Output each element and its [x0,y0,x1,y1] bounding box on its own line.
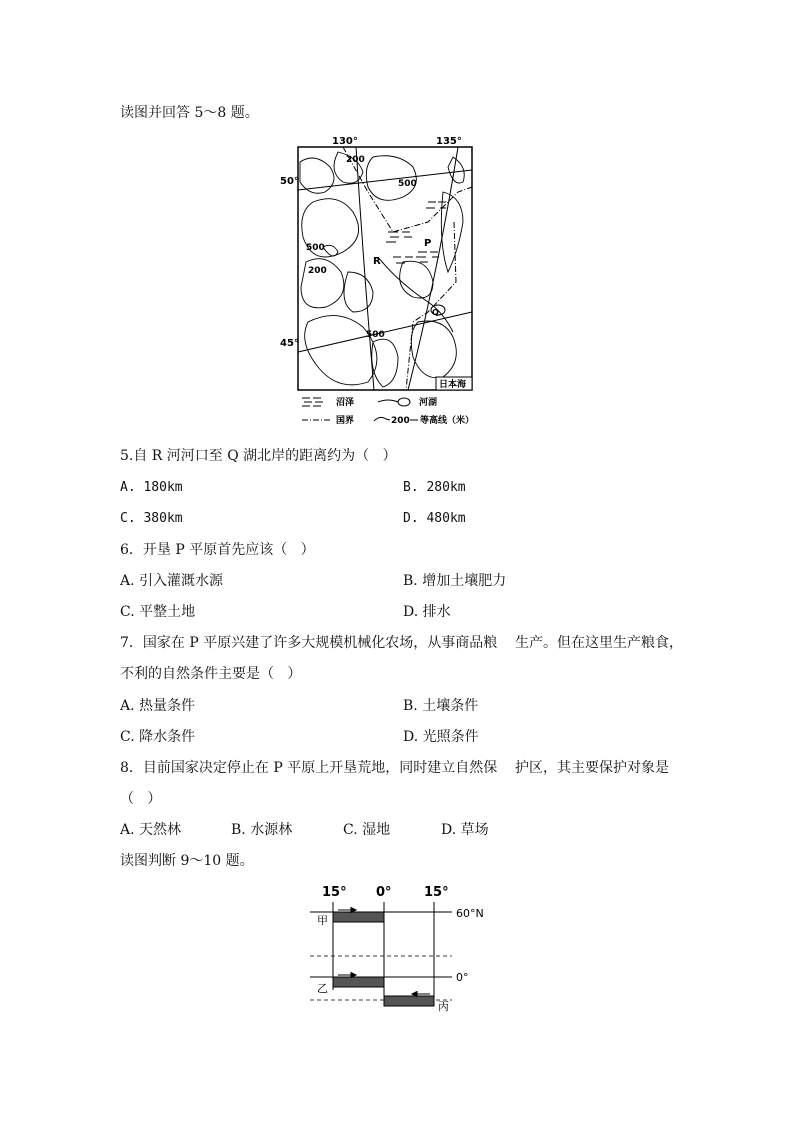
question-6-stem: 6．开垦 P 平原首先应该（ ） [120,542,315,558]
contour-label: 500 [366,330,385,340]
point-label-bing: 丙 [438,1000,449,1013]
lat-label-50: 50° [280,176,299,187]
lat-label-45: 45° [280,338,299,349]
northeast-plain-map [278,132,498,430]
legend-contour-label: 等高线（米） [420,416,475,426]
legend-border-label: 国界 [336,416,355,426]
legend-lake-label: 河湖 [419,398,438,408]
contour-label: 200 [308,266,327,276]
intro-text-1: 读图并回答 5～8 题。 [120,105,259,121]
legend-contour-value: 200 [391,416,410,426]
question-5-stem: 5.自 R 河河口至 Q 湖北岸的距离约为（ ） [120,448,397,464]
river-r-label: R [373,256,381,267]
contour-label: 200 [346,155,365,165]
point-label-yi: 乙 [317,982,328,995]
bar-bing [384,996,434,1006]
q8-option-c[interactable]: C. 湿地 [343,822,391,838]
q6-option-a[interactable]: A. 引入灌溉水源 [120,573,224,589]
question-7-stem-line1: 7．国家在 P 平原兴建了许多大规模机械化农场，从事商品粮 生产。但在这里生产粮食， [120,635,684,651]
lon-label-135: 135° [436,136,462,147]
latlon-diagram [300,880,500,1015]
question-8-stem-line2: （ ） [120,791,162,807]
map-legend [302,396,474,426]
lat-label-60n: 60°N [456,907,484,920]
q6-option-d[interactable]: D. 排水 [403,604,451,620]
legend-contour-symbol [374,417,390,421]
q6-option-c[interactable]: C. 平整土地 [120,604,196,620]
lake-q-label: Q [432,308,439,317]
lon-label-130: 130° [332,136,358,147]
bar-yi [333,977,384,987]
q5-option-d[interactable]: D. 480km [403,511,466,526]
q7-option-d[interactable]: D. 光照条件 [403,729,479,745]
q6-option-b[interactable]: B. 增加土壤肥力 [403,573,507,589]
q5-option-c[interactable]: C. 380km [120,511,183,526]
intro-text-2: 读图判断 9～10 题。 [120,853,254,869]
bar-jia [333,912,384,922]
legend-lake-symbol [378,398,410,406]
plain-p-label: P [424,238,432,249]
q7-option-b[interactable]: B. 土壤条件 [403,698,479,714]
question-8-stem-line1: 8．目前国家决定停止在 P 平原上开垦荒地，同时建立自然保 护区，其主要保护对象是 [120,760,670,776]
question-7-stem-line2: 不利的自然条件主要是（ ） [120,666,302,682]
q8-option-d[interactable]: D. 草场 [441,822,489,838]
lon-label-0: 0° [376,885,392,900]
lat-label-0: 0° [456,971,469,984]
sea-label: 日本海 [439,380,467,390]
lon-label-15e: 15° [424,885,449,900]
legend-swamp-label: 沼泽 [336,398,355,408]
q7-option-c[interactable]: C. 降水条件 [120,729,196,745]
point-label-jia: 甲 [317,914,328,927]
q7-option-a[interactable]: A. 热量条件 [120,698,196,714]
contour-label: 500 [306,243,325,253]
q5-option-b[interactable]: B. 280km [403,480,466,495]
legend-swamp-symbol [302,398,323,406]
q8-option-a[interactable]: A. 天然林 [120,822,182,838]
q5-option-a[interactable]: A. 180km [120,480,183,495]
lon-label-15w: 15° [322,885,347,900]
contour-label: 500 [398,179,417,189]
q8-option-b[interactable]: B. 水源林 [231,822,293,838]
